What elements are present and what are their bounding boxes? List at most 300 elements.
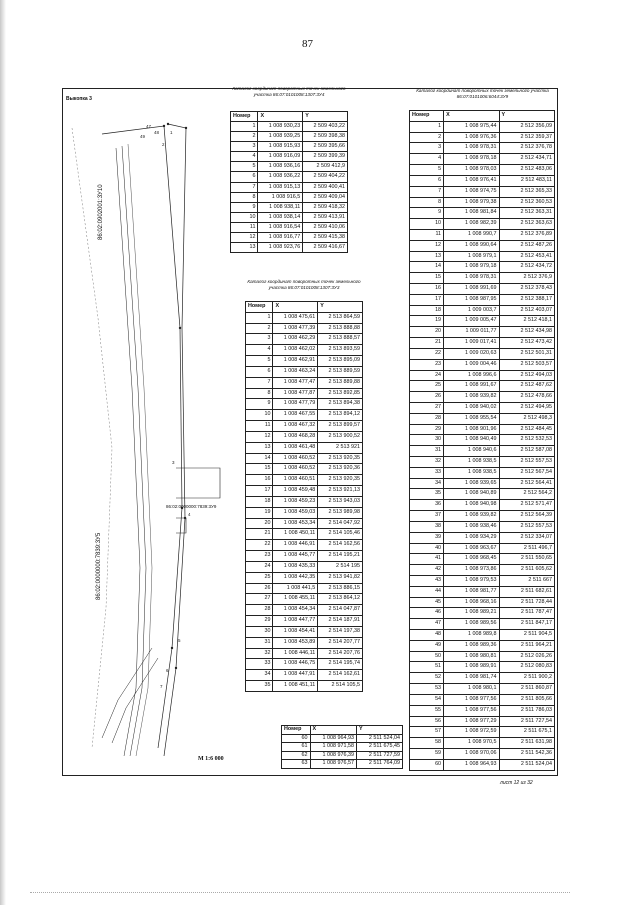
- scan-artifact-line: [30, 892, 570, 894]
- cell-y: 2 514 187,91: [318, 616, 363, 627]
- cell-y: 2 514 195,21: [318, 551, 363, 562]
- table-row: [231, 182, 348, 192]
- table-row: [282, 760, 403, 769]
- cell-x: 1 008 477,47: [273, 377, 318, 388]
- cell-number: 24: [410, 370, 444, 381]
- cell-y: 2 512 026,26: [499, 651, 554, 662]
- map-point-6: 6: [166, 668, 169, 673]
- cell-x: 1 008 453,34: [273, 518, 318, 529]
- cell-x: 1 008 915,13: [258, 182, 303, 192]
- table-row: [246, 464, 363, 475]
- cell-y: 2 512 376,9: [499, 273, 554, 284]
- cell-x: 1 008 936,16: [258, 162, 303, 172]
- cell-y: 2 511 728,44: [499, 597, 554, 608]
- cell-number: 27: [246, 594, 273, 605]
- parcel-label-c: 86:02:0000000:7839:3У9: [166, 504, 217, 509]
- cell-x: 1 008 916,77: [258, 232, 303, 242]
- cell-number: 14: [410, 262, 444, 273]
- cell-x: 1 008 447,91: [273, 670, 318, 681]
- cadastral-map: [62, 88, 242, 776]
- cell-x: 1 008 980,81: [444, 651, 499, 662]
- table-row: [246, 680, 363, 691]
- sheet-label: лист 12 из 32: [500, 780, 533, 786]
- cell-number: 32: [410, 457, 444, 468]
- cell-x: 1 008 442,35: [273, 572, 318, 583]
- col-number: Номер: [410, 111, 444, 122]
- cell-number: 8: [246, 388, 273, 399]
- map-scale: М 1:6 000: [198, 756, 224, 762]
- col-y: Y: [318, 302, 363, 313]
- cell-y: 2 509 400,41: [303, 182, 348, 192]
- table-row: [246, 572, 363, 583]
- cell-number: 44: [410, 586, 444, 597]
- cell-number: 5: [246, 356, 273, 367]
- cell-x: 1 008 991,69: [444, 284, 499, 295]
- cell-y: 2 512 501,31: [499, 348, 554, 359]
- table-row: [410, 673, 555, 684]
- cell-number: 2: [231, 132, 258, 142]
- cell-x: 1 008 451,11: [273, 680, 318, 691]
- table2-caption: Каталог координат поворотных точек земельного участка 86:07:0101008:1307:3У3: [247, 279, 361, 290]
- cell-y: 2 513 943,03: [318, 496, 363, 507]
- table-row: [246, 486, 363, 497]
- table-row: [246, 583, 363, 594]
- cell-x: 1 008 989,36: [444, 640, 499, 651]
- map-point-1: 1: [170, 130, 173, 135]
- cell-x: 1 008 463,24: [273, 366, 318, 377]
- cell-number: 3: [246, 334, 273, 345]
- table1-caption: Каталог координат поворотных точек земельного участка 86:07:0101008:1307:3У4: [232, 86, 346, 97]
- table-row: [410, 186, 555, 197]
- table-row: [410, 446, 555, 457]
- parcel-label-b: 86:02:0000000:7839:3У5: [96, 532, 102, 600]
- cell-x: 1 009 017,41: [444, 338, 499, 349]
- cell-y: 2 512 498,3: [499, 413, 554, 424]
- cell-y: 2 512 557,53: [499, 457, 554, 468]
- cell-x: 1 008 468,28: [273, 431, 318, 442]
- table-row: [410, 338, 555, 349]
- cell-y: 2 511 605,62: [499, 565, 554, 576]
- cell-x: 1 008 459,48: [273, 486, 318, 497]
- cell-x: 1 008 454,34: [273, 605, 318, 616]
- cell-number: 13: [231, 243, 258, 253]
- cell-x: 1 008 940,98: [444, 500, 499, 511]
- cell-y: 2 513 989,98: [318, 507, 363, 518]
- cell-y: 2 511 675,45: [357, 743, 403, 752]
- cell-number: 38: [410, 521, 444, 532]
- cell-number: 27: [410, 402, 444, 413]
- table-row: [410, 413, 555, 424]
- cell-number: 24: [246, 561, 273, 572]
- cell-y: 2 513 892,85: [318, 388, 363, 399]
- cell-number: 30: [410, 435, 444, 446]
- table-row: [410, 175, 555, 186]
- cell-x: 1 008 939,82: [444, 511, 499, 522]
- cell-x: 1 008 934,29: [444, 532, 499, 543]
- table-row: [246, 540, 363, 551]
- map-point-5: 5: [178, 638, 181, 643]
- cell-number: 31: [410, 446, 444, 457]
- cell-number: 42: [410, 565, 444, 576]
- table-row: [410, 154, 555, 165]
- cell-y: 2 513 920,36: [318, 464, 363, 475]
- cell-x: 1 008 916,09: [258, 152, 303, 162]
- cell-number: 45: [410, 597, 444, 608]
- cell-y: 2 513 889,59: [318, 366, 363, 377]
- cell-number: 6: [410, 175, 444, 186]
- cell-y: 2 512 434,72: [499, 262, 554, 273]
- cell-y: 2 513 895,09: [318, 356, 363, 367]
- cell-x: 1 008 971,58: [310, 743, 356, 752]
- cell-number: 18: [246, 496, 273, 507]
- table-row: [410, 424, 555, 435]
- cell-number: 17: [246, 486, 273, 497]
- cell-number: 16: [410, 284, 444, 295]
- table-row: [410, 284, 555, 295]
- cell-y: 2 514 162,56: [318, 540, 363, 551]
- cell-x: 1 008 940,89: [444, 489, 499, 500]
- cell-y: 2 514 162,61: [318, 670, 363, 681]
- cell-number: 28: [410, 413, 444, 424]
- cell-x: 1 008 939,25: [258, 132, 303, 142]
- cell-number: 35: [410, 489, 444, 500]
- cell-number: 7: [231, 182, 258, 192]
- cell-y: 2 512 587,08: [499, 446, 554, 457]
- cell-y: 2 514 195: [318, 561, 363, 572]
- table-row: [410, 392, 555, 403]
- table-row: [410, 640, 555, 651]
- table-row: [410, 586, 555, 597]
- table-row: [410, 597, 555, 608]
- cell-number: 5: [410, 165, 444, 176]
- cell-number: 12: [410, 240, 444, 251]
- parcel-label-a: 86:02:0902001:3У10: [98, 184, 104, 240]
- cell-y: 2 512 453,41: [499, 251, 554, 262]
- cell-number: 46: [410, 608, 444, 619]
- cell-y: 2 513 888,57: [318, 334, 363, 345]
- coordinates-table-1: [230, 111, 348, 253]
- cell-y: 2 512 360,53: [499, 197, 554, 208]
- cell-x: 1 008 977,56: [444, 694, 499, 705]
- cell-y: 2 513 889,88: [318, 377, 363, 388]
- cell-y: 2 511 496,7: [499, 543, 554, 554]
- cell-number: 6: [231, 172, 258, 182]
- table-row: [282, 751, 403, 760]
- cell-x: 1 008 970,5: [444, 738, 499, 749]
- table-row: [246, 605, 363, 616]
- cell-x: 1 008 989,91: [444, 662, 499, 673]
- table-row: [410, 727, 555, 738]
- table-row: [246, 594, 363, 605]
- table-row: [410, 467, 555, 478]
- cell-number: 22: [410, 348, 444, 359]
- table-row: [246, 659, 363, 670]
- cell-y: 2 513 886,15: [318, 583, 363, 594]
- cell-number: 29: [410, 424, 444, 435]
- cell-x: 1 008 459,03: [273, 507, 318, 518]
- cell-number: 60: [410, 759, 444, 770]
- cell-number: 6: [246, 366, 273, 377]
- cell-x: 1 008 980,1: [444, 684, 499, 695]
- cell-number: 5: [231, 162, 258, 172]
- table-row: [410, 262, 555, 273]
- cell-y: 2 511 727,54: [499, 716, 554, 727]
- cell-number: 49: [410, 640, 444, 651]
- cell-y: 2 512 564,39: [499, 511, 554, 522]
- cell-number: 11: [231, 222, 258, 232]
- cell-x: 1 008 940,02: [444, 402, 499, 413]
- cell-number: 25: [246, 572, 273, 583]
- cell-y: 2 511 904,5: [499, 630, 554, 641]
- cell-x: 1 008 963,67: [444, 543, 499, 554]
- cell-y: 2 511 524,04: [499, 759, 554, 770]
- cell-x: 1 008 990,7: [444, 229, 499, 240]
- page-number: 87: [302, 38, 313, 50]
- cell-y: 2 512 483,11: [499, 175, 554, 186]
- table-row: [246, 366, 363, 377]
- table-row: [410, 219, 555, 230]
- table-row: [231, 232, 348, 242]
- table-row: [231, 172, 348, 182]
- cell-x: 1 008 976,39: [310, 751, 356, 760]
- cell-x: 1 008 461,48: [273, 442, 318, 453]
- table-row: [410, 305, 555, 316]
- table-row: [246, 334, 363, 345]
- map-point-4: 4: [188, 512, 191, 517]
- cell-y: 2 512 487,26: [499, 240, 554, 251]
- cell-x: 1 008 939,82: [444, 392, 499, 403]
- cell-number: 4: [246, 345, 273, 356]
- cell-x: 1 008 446,11: [273, 648, 318, 659]
- table-row: [410, 327, 555, 338]
- cell-y: 2 514 197,38: [318, 626, 363, 637]
- table-row: [410, 759, 555, 770]
- cell-y: 2 513 900,52: [318, 431, 363, 442]
- cell-number: 8: [410, 197, 444, 208]
- cell-x: 1 008 477,79: [273, 399, 318, 410]
- table-row: [246, 475, 363, 486]
- cell-x: 1 008 964,93: [310, 734, 356, 743]
- cell-y: 2 511 860,87: [499, 684, 554, 695]
- table-row: [246, 626, 363, 637]
- cell-x: 1 009 005,47: [444, 316, 499, 327]
- table-row: [410, 554, 555, 565]
- cell-x: 1 008 974,75: [444, 186, 499, 197]
- cell-number: 9: [246, 399, 273, 410]
- cell-number: 21: [246, 529, 273, 540]
- table-row: [410, 511, 555, 522]
- cell-x: 1 008 450,11: [273, 529, 318, 540]
- cell-y: 2 509 404,22: [303, 172, 348, 182]
- cell-y: 2 512 478,66: [499, 392, 554, 403]
- cell-number: 3: [231, 142, 258, 152]
- cell-number: 25: [410, 381, 444, 392]
- cell-y: 2 514 207,77: [318, 637, 363, 648]
- cell-number: 53: [410, 684, 444, 695]
- table-row: [246, 518, 363, 529]
- cell-y: 2 512 356,09: [499, 121, 554, 132]
- cell-x: 1 008 979,1: [444, 251, 499, 262]
- cell-number: 35: [246, 680, 273, 691]
- cell-y: 2 514 047,87: [318, 605, 363, 616]
- cell-y: 2 512 363,31: [499, 208, 554, 219]
- cell-x: 1 008 972,59: [444, 727, 499, 738]
- cell-y: 2 511 631,98: [499, 738, 554, 749]
- col-x: X: [444, 111, 499, 122]
- cell-x: 1 008 938,14: [258, 212, 303, 222]
- cell-number: 37: [410, 511, 444, 522]
- cell-x: 1 008 982,39: [444, 219, 499, 230]
- cell-y: 2 513 920,35: [318, 475, 363, 486]
- table-row: [410, 748, 555, 759]
- cell-y: 2 512 378,43: [499, 284, 554, 295]
- cell-x: 1 008 447,77: [273, 616, 318, 627]
- table-row: [410, 121, 555, 132]
- cell-x: 1 008 454,41: [273, 626, 318, 637]
- cell-number: 32: [246, 648, 273, 659]
- col-y: Y: [499, 111, 554, 122]
- table-row: [410, 359, 555, 370]
- cell-y: 2 512 376,89: [499, 229, 554, 240]
- cell-y: 2 509 395,66: [303, 142, 348, 152]
- cell-x: 1 009 011,77: [444, 327, 499, 338]
- cell-number: 19: [246, 507, 273, 518]
- table-row: [410, 532, 555, 543]
- cell-x: 1 009 004,46: [444, 359, 499, 370]
- cell-number: 34: [246, 670, 273, 681]
- cell-x: 1 008 462,91: [273, 356, 318, 367]
- inset-box: [176, 468, 220, 498]
- cell-y: 2 509 418,32: [303, 202, 348, 212]
- cell-number: 52: [410, 673, 444, 684]
- table-row: [410, 543, 555, 554]
- table-row: [410, 251, 555, 262]
- table-row: [410, 705, 555, 716]
- table-row: [246, 670, 363, 681]
- cell-number: 11: [246, 421, 273, 432]
- col-number: Номер: [282, 726, 311, 735]
- cell-y: 2 511 764,09: [357, 760, 403, 769]
- table-row: [410, 478, 555, 489]
- cell-y: 2 512 532,53: [499, 435, 554, 446]
- cell-number: 59: [410, 748, 444, 759]
- cell-number: 57: [410, 727, 444, 738]
- cell-x: 1 008 977,56: [444, 705, 499, 716]
- cell-x: 1 008 916,54: [258, 222, 303, 232]
- cell-x: 1 008 976,41: [444, 175, 499, 186]
- cell-y: 2 512 365,33: [499, 186, 554, 197]
- cell-y: 2 513 864,12: [318, 594, 363, 605]
- map-point-2: 2: [162, 142, 165, 147]
- cell-number: 1: [231, 122, 258, 132]
- cell-x: 1 008 976,36: [444, 132, 499, 143]
- cell-y: 2 512 487,62: [499, 381, 554, 392]
- cell-number: 7: [246, 377, 273, 388]
- table-row: [410, 370, 555, 381]
- cell-number: 15: [246, 464, 273, 475]
- cell-y: 2 509 409,04: [303, 192, 348, 202]
- table-row: [231, 212, 348, 222]
- table-row: [246, 345, 363, 356]
- cell-x: 1 008 978,31: [444, 273, 499, 284]
- cell-x: 1 008 915,93: [258, 142, 303, 152]
- cell-y: 2 513 920,35: [318, 453, 363, 464]
- table-row: [410, 521, 555, 532]
- parcel-boundary-west: [102, 126, 182, 748]
- cell-x: 1 008 990,64: [444, 240, 499, 251]
- cell-number: 14: [246, 453, 273, 464]
- cell-number: 15: [410, 273, 444, 284]
- cell-number: 33: [410, 467, 444, 478]
- cell-y: 2 511 805,66: [499, 694, 554, 705]
- table-row: [410, 229, 555, 240]
- cell-number: 12: [231, 232, 258, 242]
- cell-y: 2 512 567,54: [499, 467, 554, 478]
- cell-x: 1 008 940,6: [444, 446, 499, 457]
- table-row: [282, 743, 403, 752]
- table-row: [410, 608, 555, 619]
- cell-x: 1 008 981,74: [444, 673, 499, 684]
- road-line-3: [128, 144, 152, 756]
- table-row: [246, 507, 363, 518]
- cell-y: 2 513 941,82: [318, 572, 363, 583]
- cell-x: 1 008 987,95: [444, 294, 499, 305]
- cell-y: 2 512 080,83: [499, 662, 554, 673]
- cell-number: 22: [246, 540, 273, 551]
- cell-x: 1 008 477,87: [273, 388, 318, 399]
- table-row: [246, 399, 363, 410]
- table-row: [410, 630, 555, 641]
- cell-number: 17: [410, 294, 444, 305]
- table-row: [410, 132, 555, 143]
- branch-line-2: [112, 658, 158, 743]
- table-row: [410, 143, 555, 154]
- cell-y: 2 511 550,65: [499, 554, 554, 565]
- table-row: [246, 312, 363, 323]
- table-row: [231, 132, 348, 142]
- cell-number: 10: [231, 212, 258, 222]
- cell-number: 36: [410, 500, 444, 511]
- cell-x: 1 008 968,45: [444, 554, 499, 565]
- cell-y: 2 514 207,76: [318, 648, 363, 659]
- col-number: Номер: [231, 112, 258, 122]
- cell-y: 2 512 363,63: [499, 219, 554, 230]
- cell-x: 1 008 968,16: [444, 597, 499, 608]
- table-row: [282, 734, 403, 743]
- table-row: [231, 152, 348, 162]
- table-row: [410, 651, 555, 662]
- table-row: [410, 240, 555, 251]
- cell-y: 2 511 727,59: [357, 751, 403, 760]
- cell-y: 2 513 893,59: [318, 345, 363, 356]
- cell-number: 33: [246, 659, 273, 670]
- cell-x: 1 008 989,21: [444, 608, 499, 619]
- cell-y: 2 512 564,41: [499, 478, 554, 489]
- cell-y: 2 512 557,53: [499, 521, 554, 532]
- cell-x: 1 008 979,18: [444, 262, 499, 273]
- table-row: [410, 684, 555, 695]
- cell-number: 13: [410, 251, 444, 262]
- table-row: [410, 619, 555, 630]
- cell-x: 1 008 978,03: [444, 165, 499, 176]
- cell-x: 1 008 938,5: [444, 457, 499, 468]
- ditch-line: [72, 128, 112, 748]
- cell-number: 50: [410, 651, 444, 662]
- cell-number: 21: [410, 338, 444, 349]
- cell-number: 10: [410, 219, 444, 230]
- cell-y: 2 513 888,88: [318, 323, 363, 334]
- table-row: [410, 716, 555, 727]
